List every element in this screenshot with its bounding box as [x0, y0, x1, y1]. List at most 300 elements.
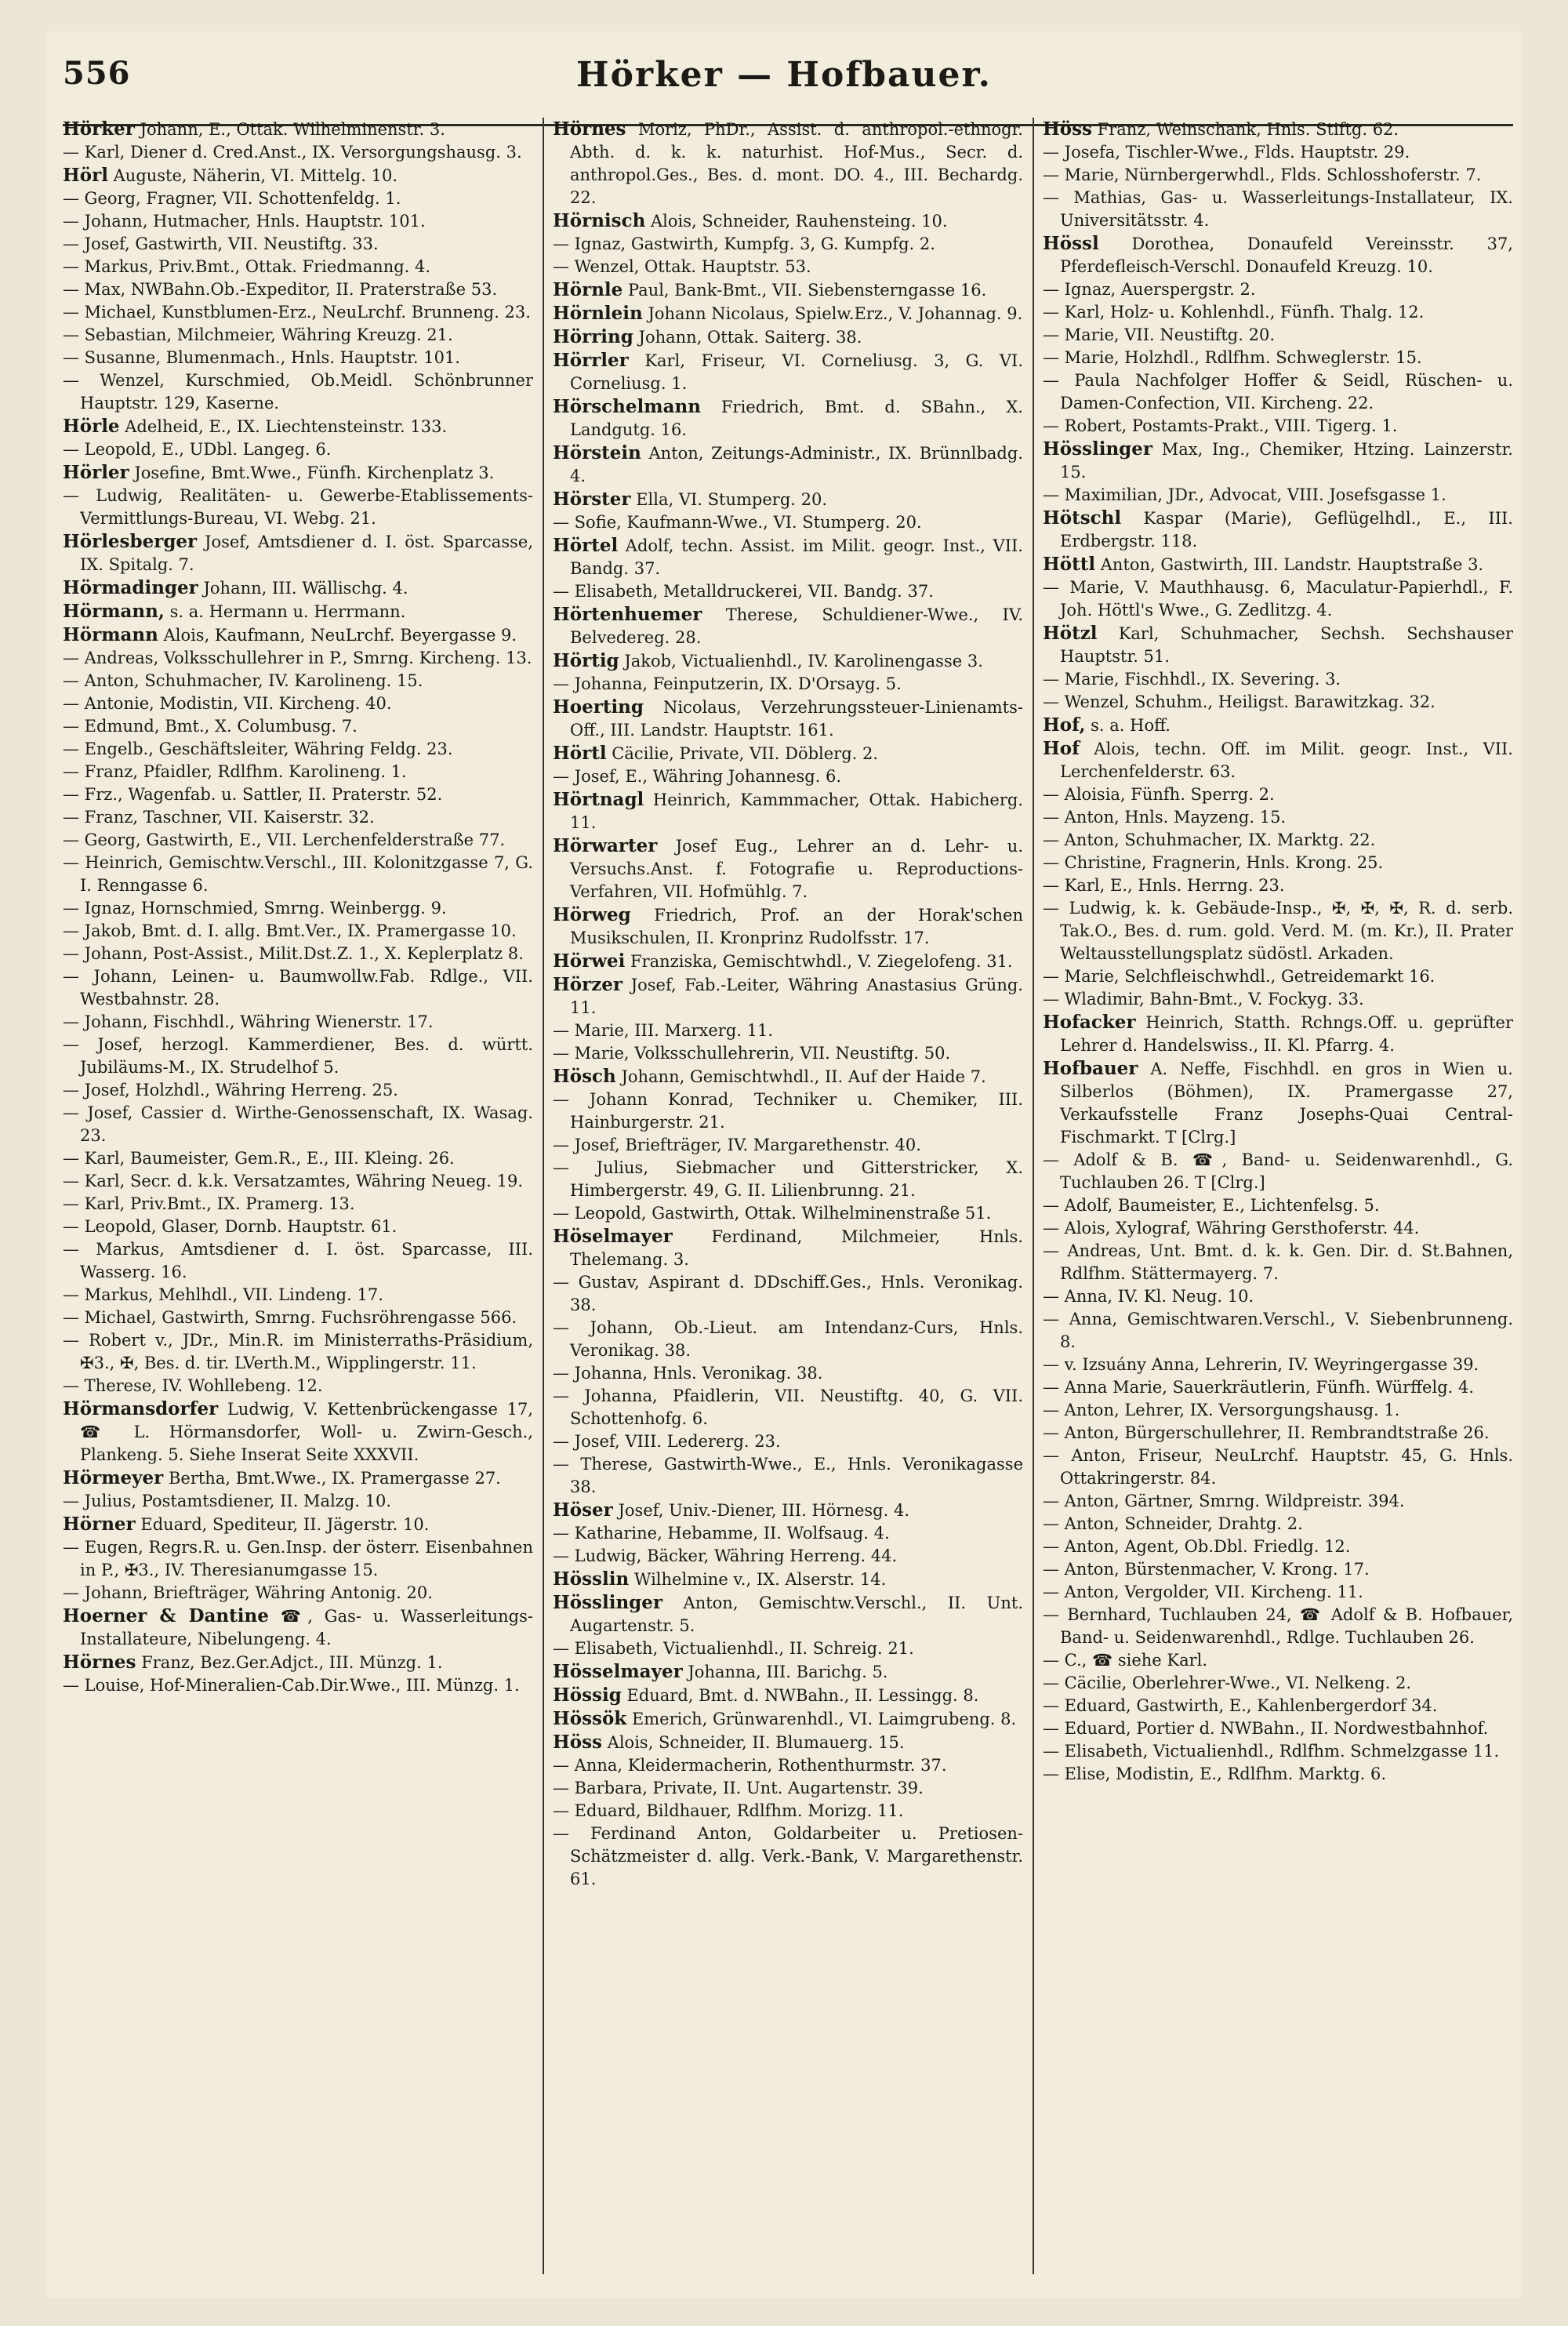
page-number: 556 — [63, 55, 131, 92]
entry-text: Anton, Zeitungs-Administr., IX. Brünnlbadg. 4. — [570, 444, 1023, 485]
directory-entry — [63, 715, 533, 738]
entry-text: Adolf, techn. Assist. im Milit. geogr. Inst., VII. Bandg. 37. — [570, 536, 1023, 578]
directory-entry — [1043, 1445, 1513, 1490]
entry-text: — Marie, III. Marxerg. 11. — [553, 1021, 774, 1040]
directory-entry — [553, 973, 1023, 1019]
entry-surname: Hörschelmann — [553, 396, 701, 417]
entry-text: — Eduard, Gastwirth, E., Kahlenbergerdorf 34. — [1043, 1696, 1438, 1715]
directory-entry — [63, 623, 533, 647]
directory-entry — [553, 1202, 1023, 1225]
entry-surname: Hörwei — [553, 950, 626, 972]
entry-text: — Josef, Gastwirth, VII. Neustiftg. 33. — [63, 234, 379, 253]
entry-text: Cäcilie, Private, VII. Döblerg. 2. — [612, 744, 879, 763]
entry-surname: Hörmansdorfer — [63, 1398, 219, 1419]
entry-text: — Leopold, Glaser, Dornb. Hauptstr. 61. — [63, 1217, 397, 1236]
directory-entry — [63, 647, 533, 670]
directory-entry — [63, 1651, 533, 1674]
directory-entry — [1043, 438, 1513, 484]
directory-entry — [1043, 897, 1513, 965]
entry-text: Josef, Univ.-Diener, III. Hörnesg. 4. — [618, 1501, 909, 1520]
entry-text: Karl, Friseur, VI. Corneliusg. 3, G. VI. Corneliusg. 1. — [570, 351, 1023, 393]
entry-text: — Wenzel, Kurschmied, Ob.Meidl. Schönbrunner Hauptstr. 129, Kaserne. — [63, 371, 533, 413]
entry-text: Nicolaus, Verzehrungssteuer-Linienamts-Off., III. Landstr. Hauptstr. 161. — [570, 698, 1023, 740]
entry-surname: Hörker — [63, 118, 135, 140]
column-divider — [543, 118, 544, 2274]
directory-entry — [553, 1430, 1023, 1453]
entry-text: Adelheid, E., IX. Liechtensteinstr. 133. — [125, 417, 448, 436]
directory-entry — [1043, 1536, 1513, 1558]
entry-text: Emerich, Grünwarenhdl., VI. Laimgrubeng. 8. — [631, 1710, 1017, 1728]
entry-text: Johann, Gemischtwhdl., II. Auf der Haide 7. — [621, 1067, 986, 1086]
directory-entry — [1043, 1194, 1513, 1217]
directory-entry — [553, 765, 1023, 788]
directory-entry — [1043, 1513, 1513, 1536]
entry-text: — Marie, V. Mauthhausg. 6, Maculatur-Papierhdl., F. Joh. Höttl's Wwe., G. Zedlitzg. 4. — [1043, 578, 1513, 620]
directory-entry — [1043, 1740, 1513, 1763]
entry-text: — Eugen, Regrs.R. u. Gen.Insp. der österr. Eisenbahnen in P., ✠3., IV. Theresianumgasse 15. — [63, 1538, 533, 1579]
directory-entry — [1043, 118, 1513, 141]
entry-surname: Hörtnagl — [553, 789, 644, 810]
directory-entry — [1043, 965, 1513, 988]
directory-entry — [1043, 1308, 1513, 1354]
entry-surname: Hörnisch — [553, 210, 646, 231]
entry-text: — Julius, Postamtsdiener, II. Malzg. 10. — [63, 1492, 392, 1510]
directory-entry — [553, 1088, 1023, 1134]
entry-text: — Adolf & B. ☎, Band- u. Seidenwarenhdl., G. Tuchlauben 26. T [Clrg.] — [1043, 1150, 1513, 1192]
entry-text: Heinrich, Kammmacher, Ottak. Habicherg. 11. — [570, 790, 1023, 832]
directory-entry — [553, 325, 1023, 349]
column-divider — [1033, 118, 1034, 2274]
entry-surname: Hörnes — [553, 118, 626, 140]
entry-text: — Karl, E., Hnls. Herrng. 23. — [1043, 876, 1285, 895]
entry-surname: Hötschl — [1043, 507, 1122, 529]
entry-text: — Elisabeth, Victualienhdl., II. Schreig. 21. — [553, 1639, 914, 1658]
entry-surname: Hörwarter — [553, 835, 658, 856]
entry-text: s. a. Hoff. — [1091, 716, 1171, 735]
entry-text: — Franz, Pfaidler, Rdlfhm. Karolineng. 1. — [63, 762, 407, 781]
directory-entry — [1043, 737, 1513, 783]
directory-entry — [63, 278, 533, 301]
directory-entry — [1043, 852, 1513, 874]
column-3 — [1043, 118, 1513, 2282]
directory-entry — [1043, 1240, 1513, 1285]
entry-text: — Antonie, Modistin, VII. Kircheng. 40. — [63, 694, 392, 713]
entry-text: — Markus, Priv.Bmt., Ottak. Friedmanng. 4. — [63, 257, 431, 276]
directory-entry — [63, 1674, 533, 1697]
entry-text: — Jakob, Bmt. d. I. allg. Bmt.Ver., IX. Pramergasse 10. — [63, 921, 517, 940]
entry-text: Ella, VI. Stumperg. 20. — [636, 490, 828, 509]
directory-entry — [63, 920, 533, 943]
entry-text: Alois, Schneider, Rauhensteing. 10. — [651, 212, 948, 231]
entry-text: — Johann, Briefträger, Währing Antonig. 20. — [63, 1583, 433, 1602]
directory-entry — [1043, 1011, 1513, 1057]
directory-entry — [63, 738, 533, 761]
entry-text: — Andreas, Unt. Bmt. d. k. k. Gen. Dir. d. St.Bahnen, Rdlfhm. Stättermayerg. 7. — [1043, 1241, 1513, 1283]
entry-text: Josefine, Bmt.Wwe., Fünfh. Kirchenplatz 3. — [134, 463, 495, 482]
entry-text: — Susanne, Blumenmach., Hnls. Hauptstr. 101. — [63, 348, 460, 367]
entry-text: Dorothea, Donaufeld Vereinsstr. 37, Pferdefleisch-Verschl. Donaufeld Kreuzg. 10. — [1060, 234, 1513, 276]
directory-entry — [1043, 1376, 1513, 1399]
entry-text: — Robert, Postamts-Prakt., VIII. Tigerg. 1. — [1043, 416, 1398, 435]
directory-entry — [1043, 1763, 1513, 1786]
directory-entry — [553, 603, 1023, 649]
entry-text: — Andreas, Volksschullehrer in P., Smrng. Kircheng. 13. — [63, 649, 532, 667]
entry-text: — Michael, Kunstblumen-Erz., NeuLrchf. Brunneng. 23. — [63, 303, 531, 322]
entry-text: — Anna, IV. Kl. Neug. 10. — [1043, 1287, 1254, 1306]
entry-text: Josef, Fab.-Leiter, Währing Anastasius Grüng. 11. — [570, 976, 1023, 1017]
directory-entry — [553, 580, 1023, 603]
entry-text: — Josefa, Tischler-Wwe., Flds. Hauptstr. 29. — [1043, 143, 1410, 162]
entry-text: — Karl, Holz- u. Kohlenhdl., Fünfh. Thalg. 12. — [1043, 303, 1425, 322]
directory-entry — [1043, 141, 1513, 164]
entry-text: — Johann Konrad, Techniker u. Chemiker, III. Hainburgerstr. 21. — [553, 1090, 1023, 1132]
entry-text: — Josef, herzogl. Kammerdiener, Bes. d. württ. Jubiläums-M., IX. Strudelhof 5. — [63, 1035, 533, 1077]
entry-surname: Hössök — [553, 1708, 627, 1729]
entry-text: Heinrich, Statth. Rchngs.Off. u. geprüfter Lehrer d. Handelswiss., II. Kl. Pfarrg. 4. — [1060, 1013, 1513, 1055]
directory-entry — [553, 1362, 1023, 1385]
entry-text: — v. Izsuány Anna, Lehrerin, IV. Weyringergasse 39. — [1043, 1355, 1479, 1374]
directory-entry — [1043, 806, 1513, 829]
directory-entry — [63, 1307, 533, 1329]
entry-surname: Hörmeyer — [63, 1467, 164, 1488]
entry-text: — Sebastian, Milchmeier, Währing Kreuzg. 21. — [63, 325, 453, 344]
directory-entry — [553, 1545, 1023, 1568]
directory-entry — [1043, 1354, 1513, 1376]
directory-entry — [1043, 1649, 1513, 1672]
entry-text: — Anton, Agent, Ob.Dbl. Friedlg. 12. — [1043, 1537, 1351, 1556]
entry-text: — Katharine, Hebamme, II. Wolfsaug. 4. — [553, 1524, 890, 1543]
entry-text: Johann, E., Ottak. Wilhelminenstr. 3. — [140, 120, 445, 139]
entry-surname: Hörtenhuemer — [553, 604, 702, 625]
directory-entry — [553, 1385, 1023, 1430]
entry-text: — Johann, Leinen- u. Baumwollw.Fab. Rdlge., VII. Westbahnstr. 28. — [63, 967, 533, 1009]
directory-entry — [63, 1147, 533, 1170]
directory-entry — [63, 1034, 533, 1079]
entry-surname: Hösch — [553, 1066, 616, 1087]
entry-surname: Hörstein — [553, 442, 641, 463]
directory-entry — [63, 324, 533, 347]
directory-entry — [63, 1193, 533, 1216]
directory-entry — [63, 530, 533, 576]
entry-text: — Edmund, Bmt., X. Columbusg. 7. — [63, 717, 358, 736]
entry-text: — Anton, Hnls. Mayzeng. 15. — [1043, 808, 1287, 827]
directory-entry — [553, 233, 1023, 256]
directory-entry — [553, 302, 1023, 325]
entry-text: Eduard, Bmt. d. NWBahn., II. Lessingg. 8. — [626, 1686, 979, 1705]
directory-page — [47, 31, 1521, 2298]
entry-text: Wilhelmine v., IX. Alserstr. 14. — [633, 1570, 887, 1589]
entry-text: — Marie, Volksschullehrerin, VII. Neustiftg. 50. — [553, 1044, 951, 1063]
directory-entry — [63, 600, 533, 623]
entry-text: — Eduard, Portier d. NWBahn., II. Nordwestbahnhof. — [1043, 1719, 1489, 1738]
directory-entry — [553, 1499, 1023, 1522]
directory-entry — [1043, 324, 1513, 347]
directory-entry — [553, 1042, 1023, 1065]
entry-text: — Johanna, Hnls. Veronikag. 38. — [553, 1364, 823, 1383]
directory-entry — [63, 1079, 533, 1102]
entry-surname: Hörweg — [553, 904, 631, 925]
directory-entry — [1043, 668, 1513, 691]
entry-surname: Hofacker — [1043, 1012, 1136, 1033]
column-2 — [553, 118, 1023, 2282]
entry-text: Friedrich, Bmt. d. SBahn., X. Landgutg. 16. — [570, 398, 1023, 439]
directory-entry — [63, 1605, 533, 1651]
entry-text: — Ferdinand Anton, Goldarbeiter u. Pretiosen-Schätzmeister d. allg. Verk.-Bank, V. Margarethenstr. 61. — [553, 1824, 1023, 1888]
entry-text: — Gustav, Aspirant d. DDschiff.Ges., Hnls. Veronikag. 38. — [553, 1273, 1023, 1314]
entry-text: — Barbara, Private, II. Unt. Augartenstr. 39. — [553, 1779, 924, 1797]
directory-entry — [1043, 1490, 1513, 1513]
directory-entry — [63, 210, 533, 233]
directory-entry — [63, 141, 533, 164]
directory-entry — [63, 852, 533, 897]
entry-surname: Hoerting — [553, 696, 644, 718]
entry-text: — Anton, Bürgerschullehrer, II. Rembrandtstraße 26. — [1043, 1423, 1490, 1442]
directory-entry — [553, 442, 1023, 488]
entry-text: — Anton, Lehrer, IX. Versorgungshausg. 1. — [1043, 1401, 1400, 1419]
entry-text: Ludwig, V. Kettenbrückengasse 17, ☎ L. Hörmansdorfer, Woll- u. Zwirn-Gesch., Plankeng. 5. Siehe Inserat Seite XXXVII. — [80, 1400, 533, 1464]
entry-surname: Hössl — [1043, 233, 1099, 254]
directory-entry — [63, 943, 533, 965]
entry-text: — Anton, Schuhmacher, IV. Karolineng. 15. — [63, 671, 423, 690]
directory-entry — [553, 395, 1023, 442]
entry-surname: Hörmann — [63, 624, 158, 645]
entry-surname: Hörnle — [553, 279, 623, 300]
directory-entry — [1043, 507, 1513, 553]
directory-entry — [1043, 691, 1513, 714]
entry-text: Auguste, Näherin, VI. Mittelg. 10. — [113, 166, 397, 185]
entry-text: — Karl, Diener d. Cred.Anst., IX. Versorgungshausg. 3. — [63, 143, 522, 162]
entry-text: Franz, Weinschank, Hnls. Stiftg. 62. — [1097, 120, 1399, 139]
entry-text: — Ludwig, k. k. Gebäude-Insp., ✠, ✠, ✠, R. d. serb. Tak.O., Bes. d. rum. gold. Verd. M. (m. Kr.), II. Prater Weltausstellungsplatz südöstl. Arkaden. — [1043, 899, 1513, 963]
entry-surname: Höser — [553, 1499, 613, 1521]
directory-entry — [553, 256, 1023, 278]
directory-entry — [1043, 164, 1513, 187]
directory-entry — [1043, 301, 1513, 324]
directory-entry — [1043, 232, 1513, 278]
entry-surname: Hörnes — [63, 1652, 136, 1673]
directory-entry — [553, 1684, 1023, 1707]
directory-entry — [63, 485, 533, 530]
directory-entry — [553, 118, 1023, 209]
entry-text: — Elise, Modistin, E., Rdlfhm. Marktg. 6. — [1043, 1764, 1387, 1783]
entry-text: Alois, Schneider, II. Blumauerg. 15. — [607, 1733, 905, 1752]
page-header — [47, 47, 1521, 110]
directory-entry — [1043, 714, 1513, 737]
directory-entry — [63, 761, 533, 783]
entry-text: Karl, Schuhmacher, Sechsh. Sechshauser Hauptstr. 51. — [1060, 624, 1513, 666]
directory-entry — [63, 670, 533, 692]
entry-text: Josef Eug., Lehrer an d. Lehr- u. Versuchs.Anst. f. Fotografie u. Reproductions-Verfahren, VII. Hofmühlg. 7. — [570, 837, 1023, 901]
entry-surname: Hösslinger — [1043, 438, 1152, 460]
entry-text: — Anna, Kleidermacherin, Rothenthurmstr. 37. — [553, 1756, 947, 1775]
directory-entry — [1043, 1399, 1513, 1422]
entry-text: — Josef, Cassier d. Wirthe-Genossenschaft, IX. Wasag. 23. — [63, 1103, 533, 1145]
directory-entry — [553, 209, 1023, 233]
directory-entry — [63, 576, 533, 600]
directory-columns — [63, 118, 1513, 2282]
entry-text: — Mathias, Gas- u. Wasserleitungs-Installateur, IX. Universitätsstr. 4. — [1043, 188, 1513, 230]
entry-surname: Hörmann, — [63, 601, 165, 622]
entry-text: — Ludwig, Realitäten- u. Gewerbe-Etablissements-Vermittlungs-Bureau, VI. Webg. 21. — [63, 486, 533, 528]
directory-entry — [553, 1453, 1023, 1499]
directory-entry — [553, 950, 1023, 973]
entry-text: — Wenzel, Ottak. Hauptstr. 53. — [553, 257, 811, 276]
entry-text: ☎, Gas- u. Wasserleitungs-Installateure, Nibelungeng. 4. — [80, 1607, 533, 1648]
entry-text: Franz, Bez.Ger.Adjct., III. Münzg. 1. — [141, 1653, 443, 1672]
entry-text: — Anton, Bürstenmacher, V. Krong. 17. — [1043, 1560, 1370, 1579]
entry-text: — Cäcilie, Oberlehrer-Wwe., VI. Nelkeng. 2. — [1043, 1674, 1412, 1692]
entry-text: Johanna, III. Barichg. 5. — [688, 1663, 888, 1681]
entry-text: — Christine, Fragnerin, Hnls. Krong. 25. — [1043, 853, 1384, 872]
directory-entry — [553, 1777, 1023, 1800]
directory-entry — [553, 696, 1023, 742]
directory-entry — [553, 1019, 1023, 1042]
directory-entry — [63, 806, 533, 829]
directory-entry — [553, 1317, 1023, 1362]
entry-text: — Bernhard, Tuchlauben 24, ☎ Adolf & B. Hofbauer, Band- u. Seidenwarenhdl., Rdlge. Tuchlauben 26. — [1043, 1605, 1513, 1647]
entry-text: — Marie, Selchfleischwhdl., Getreidemarkt 16. — [1043, 967, 1436, 986]
directory-entry — [553, 1225, 1023, 1271]
directory-entry — [553, 1660, 1023, 1684]
directory-entry — [63, 1397, 533, 1466]
entry-text: Ferdinand, Milchmeier, Hnls. Thelemang. 3. — [570, 1227, 1023, 1269]
entry-text: — Anton, Schuhmacher, IX. Marktg. 22. — [1043, 830, 1376, 849]
entry-text: — Ignaz, Auerspergstr. 2. — [1043, 280, 1256, 299]
directory-entry — [63, 187, 533, 210]
directory-entry — [63, 1375, 533, 1397]
entry-text: — Therese, Gastwirth-Wwe., E., Hnls. Veronikagasse 38. — [553, 1455, 1023, 1496]
entry-surname: Hörrler — [553, 350, 629, 371]
entry-text: Johann Nicolaus, Spielw.Erz., V. Johannag. 9. — [648, 304, 1023, 323]
entry-text: Friedrich, Prof. an der Horak'schen Musikschulen, II. Kronprinz Rudolfsstr. 17. — [570, 906, 1023, 947]
entry-surname: Hörtl — [553, 743, 607, 764]
entry-text: — Anna Marie, Sauerkräutlerin, Fünfh. Würffelg. 4. — [1043, 1378, 1475, 1397]
entry-text: Alois, Kaufmann, NeuLrchf. Beyergasse 9. — [163, 626, 517, 645]
directory-entry — [1043, 1422, 1513, 1445]
directory-entry — [1043, 415, 1513, 438]
entry-surname: Hötzl — [1043, 623, 1098, 644]
directory-entry — [1043, 1604, 1513, 1649]
entry-text: — Marie, Fischhdl., IX. Severing. 3. — [1043, 670, 1341, 689]
entry-surname: Hörnlein — [553, 303, 643, 324]
directory-entry — [553, 1157, 1023, 1202]
directory-entry — [63, 783, 533, 806]
entry-text: — Georg, Fragner, VII. Schottenfeldg. 1. — [63, 189, 401, 208]
directory-entry — [63, 1329, 533, 1375]
directory-entry — [1043, 1149, 1513, 1194]
directory-entry — [1043, 278, 1513, 301]
entry-surname: Hofbauer — [1043, 1058, 1138, 1079]
directory-entry — [63, 1102, 533, 1147]
entry-text: Moriz, PhDr., Assist. d. anthropol.-ethnogr. Abth. d. k. k. naturhist. Hof-Mus., Secr. d. anthropol.Ges., Bes. d. mont. DO. 4., III. Bechardg. 22. — [570, 120, 1023, 207]
directory-entry — [63, 829, 533, 852]
directory-entry — [1043, 1558, 1513, 1581]
entry-text: Max, Ing., Chemiker, Htzing. Lainzerstr. 15. — [1060, 440, 1513, 482]
entry-text: — Heinrich, Gemischtw.Verschl., III. Kolonitzgasse 7, G. I. Renngasse 6. — [63, 853, 533, 895]
directory-entry — [1043, 347, 1513, 369]
directory-entry — [1043, 576, 1513, 622]
directory-entry — [63, 256, 533, 278]
entry-text: — Leopold, Gastwirth, Ottak. Wilhelminenstraße 51. — [553, 1204, 992, 1223]
directory-entry — [63, 1238, 533, 1284]
entry-text: — Therese, IV. Wohllebeng. 12. — [63, 1376, 323, 1395]
entry-surname: Hörring — [553, 326, 633, 347]
directory-entry — [1043, 484, 1513, 507]
directory-entry — [553, 1731, 1023, 1754]
directory-entry — [63, 965, 533, 1011]
entry-text: — Karl, Baumeister, Gem.R., E., III. Kleing. 26. — [63, 1149, 455, 1168]
entry-text: — Wladimir, Bahn-Bmt., V. Fockyg. 33. — [1043, 990, 1364, 1009]
entry-text: — Markus, Mehlhdl., VII. Lindeng. 17. — [63, 1285, 383, 1304]
directory-entry — [553, 1065, 1023, 1088]
entry-text: — Johanna, Pfaidlerin, VII. Neustiftg. 40, G. VII. Schottenhofg. 6. — [553, 1387, 1023, 1428]
directory-entry — [1043, 1672, 1513, 1695]
entry-text: — Eduard, Bildhauer, Rdlfhm. Morizg. 11. — [553, 1801, 904, 1820]
entry-surname: Hof, — [1043, 714, 1086, 736]
directory-entry — [1043, 1285, 1513, 1308]
directory-entry — [553, 1522, 1023, 1545]
entry-text: Jakob, Victualienhdl., IV. Karolinengasse 3. — [624, 652, 983, 671]
entry-surname: Hörl — [63, 165, 108, 186]
directory-entry — [1043, 622, 1513, 668]
directory-entry — [553, 649, 1023, 673]
entry-text: — Engelb., Geschäftsleiter, Währing Feldg. 23. — [63, 740, 453, 758]
entry-text: s. a. Hermann u. Herrmann. — [169, 602, 406, 621]
directory-entry — [553, 278, 1023, 302]
entry-text: — C., ☎ siehe Karl. — [1043, 1651, 1208, 1670]
entry-text: — Ignaz, Gastwirth, Kumpfg. 3, G. Kumpfg. 2. — [553, 234, 935, 253]
directory-entry — [63, 1216, 533, 1238]
entry-surname: Hörtel — [553, 535, 619, 556]
entry-surname: Hörster — [553, 489, 631, 510]
directory-entry — [1043, 783, 1513, 806]
entry-text: — Johanna, Feinputzerin, IX. D'Orsayg. 5. — [553, 674, 902, 693]
entry-text: — Aloisia, Fünfh. Sperrg. 2. — [1043, 785, 1275, 804]
entry-text: — Frz., Wagenfab. u. Sattler, II. Praterstr. 52. — [63, 785, 443, 804]
entry-surname: Hörlesberger — [63, 531, 198, 552]
entry-text: — Georg, Gastwirth, E., VII. Lerchenfelderstraße 77. — [63, 830, 506, 849]
entry-surname: Hörler — [63, 462, 129, 483]
directory-entry — [553, 1591, 1023, 1637]
directory-entry — [553, 488, 1023, 511]
directory-entry — [553, 903, 1023, 950]
directory-entry — [1043, 988, 1513, 1011]
entry-text: — Marie, Holzhdl., Rdlfhm. Schweglerstr. 15. — [1043, 348, 1422, 367]
directory-entry — [553, 1568, 1023, 1591]
entry-surname: Hösselmayer — [553, 1661, 683, 1682]
entry-text: — Anna, Gemischtwaren.Verschl., V. Siebenbrunneng. 8. — [1043, 1310, 1513, 1351]
directory-entry — [1043, 1057, 1513, 1149]
entry-text: — Julius, Siebmacher und Gitterstricker, X. Himbergerstr. 49, G. II. Lilienbrunng. 21. — [553, 1158, 1023, 1200]
entry-text: — Leopold, E., UDbl. Langeg. 6. — [63, 440, 332, 459]
directory-entry — [63, 1536, 533, 1582]
directory-entry — [553, 673, 1023, 696]
entry-text: — Elisabeth, Metalldruckerei, VII. Bandg. 37. — [553, 582, 934, 601]
entry-text: — Ludwig, Bäcker, Währing Herreng. 44. — [553, 1546, 898, 1565]
directory-entry — [1043, 553, 1513, 576]
directory-entry — [63, 1466, 533, 1490]
entry-text: Kaspar (Marie), Geflügelhdl., E., III. Erdbergstr. 118. — [1060, 509, 1513, 551]
entry-text: — Maximilian, JDr., Advocat, VIII. Josefsgasse 1. — [1043, 485, 1446, 504]
entry-text: — Josef, Briefträger, IV. Margarethenstr. 40. — [553, 1136, 921, 1154]
entry-surname: Höss — [1043, 118, 1092, 140]
directory-entry — [1043, 1717, 1513, 1740]
entry-text: Franziska, Gemischtwhdl., V. Ziegelofeng. 31. — [630, 952, 1013, 971]
entry-text: — Wenzel, Schuhm., Heiligst. Barawitzkag. 32. — [1043, 692, 1436, 711]
entry-text: Johann, III. Wällischg. 4. — [203, 579, 408, 598]
entry-text: Eduard, Spediteur, II. Jägerstr. 10. — [140, 1515, 430, 1534]
entry-text: Bertha, Bmt.Wwe., IX. Pramergasse 27. — [168, 1469, 501, 1488]
